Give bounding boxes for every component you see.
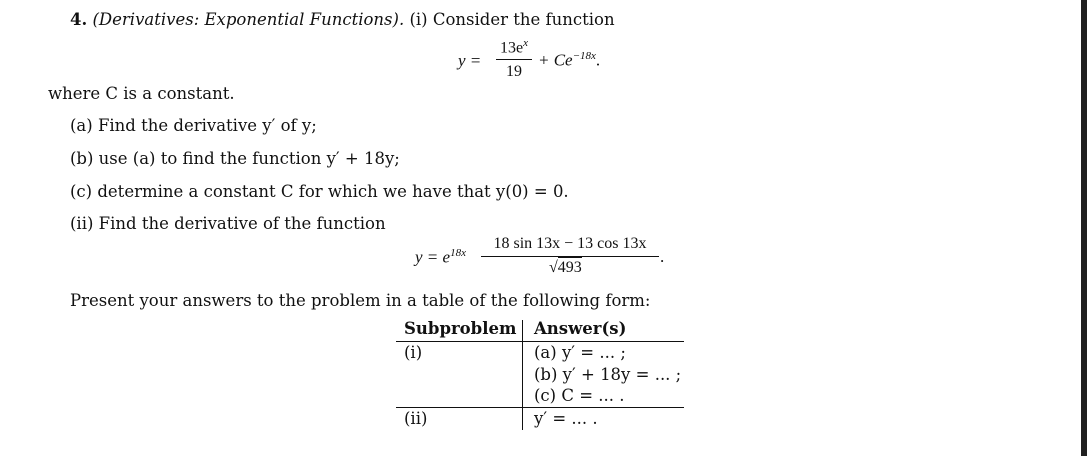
table-row-i-answer-b: (b) y′ + 18y = ... ; [534, 365, 682, 384]
right-edge-bar [1081, 0, 1087, 456]
item-a: (a) Find the derivative y′ of y; [70, 116, 317, 135]
eq1-denominator: 19 [506, 63, 522, 80]
table-header-answers: Answer(s) [534, 319, 627, 338]
eq2-denominator: √493 [549, 259, 582, 276]
eq1-lhs: y = [458, 51, 482, 70]
problem-number: 4. [70, 10, 88, 29]
eq1-numerator: $13e^x$ [500, 37, 528, 57]
eq2-period: . [660, 247, 665, 266]
table-header-rule [396, 341, 684, 342]
table-row-ii-answer: y′ = ... . [534, 409, 598, 428]
where-text: where C is a constant. [48, 84, 235, 103]
table-row-rule [396, 407, 684, 408]
present-text: Present your answers to the problem in a table of the following form: [70, 291, 651, 310]
table-header-subproblem: Subproblem [404, 319, 517, 338]
part1-intro: (i) Consider the function [409, 10, 615, 29]
item-c: (c) determine a constant C for which we have that y(0) = 0. [70, 182, 569, 201]
eq1-rest: + $Ce^{-18x}$. [538, 50, 601, 70]
eq2-lhs: $y = e^{18x}$ [415, 247, 466, 267]
eq2-numerator: 18 sin 13x − 13 cos 13x [493, 235, 647, 252]
problem-heading [70, 12, 615, 29]
table-row-i-sub: (i) [404, 343, 423, 362]
eq1-fraction-bar [496, 59, 532, 60]
table-row-i-answer-c: (c) C = ... . [534, 386, 625, 405]
table-row-i-answer-a: (a) y′ = ... ; [534, 343, 626, 362]
table-row-ii-sub: (ii) [404, 409, 428, 428]
table-column-divider [522, 320, 523, 430]
item-b: (b) use (a) to find the function y′ + 18y; [70, 149, 400, 168]
part2-intro: (ii) Find the derivative of the function [70, 214, 386, 233]
problem-title: (Derivatives: Exponential Functions). [92, 10, 405, 29]
